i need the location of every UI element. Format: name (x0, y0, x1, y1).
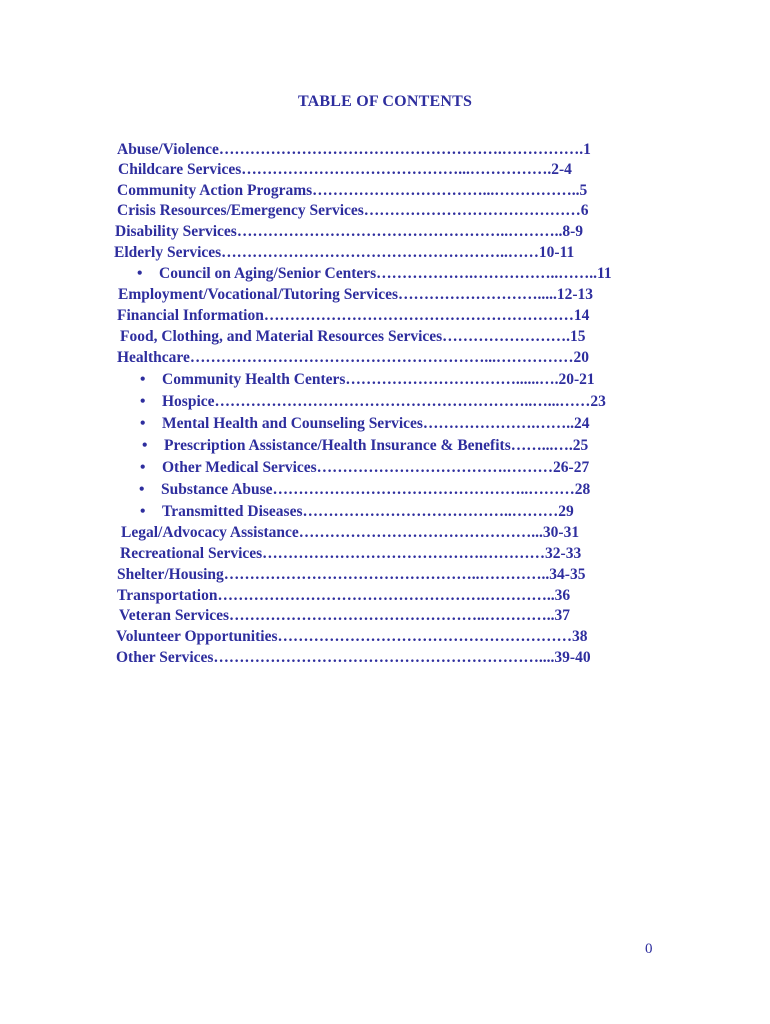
toc-entry-volunteer-opportunities: Volunteer Opportunities…………………………………………………38 (116, 628, 588, 645)
toc-entry-financial-information: Financial Information……………………………………………………14 (117, 307, 590, 324)
toc-entry-abuse-violence: Abuse/Violence……………………………………………….…………….1 (117, 141, 591, 158)
toc-entry-disability-services: Disability Services……………………………………………..………..8-9 (115, 223, 583, 240)
toc-entry-prescription-assistance: • Prescription Assistance/Health Insurance & Benefits……...….25 (142, 437, 589, 454)
toc-entry-transportation: Transportation…………………………………………….…………..36 (117, 587, 571, 604)
toc-entry-other-medical-services: • Other Medical Services……………………………….………26-27 (140, 459, 590, 476)
page-title: TABLE OF CONTENTS (297, 93, 473, 110)
toc-entry-council-on-aging: • Council on Aging/Senior Centers……………….……………..……..11 (137, 265, 612, 282)
bullet-icon: • (140, 503, 146, 520)
toc-entry-legal-advocacy: Legal/Advocacy Assistance………………………………………...30-31 (121, 524, 580, 541)
toc-entry-elderly-services: Elderly Services………………………………………………..……10-11 (114, 244, 575, 261)
toc-entry-transmitted-diseases: • Transmitted Diseases…………………………………..………29 (140, 503, 574, 520)
toc-entry-healthcare: Healthcare…………………………………………………...……………20 (117, 349, 590, 366)
toc-entry-food-clothing: Food, Clothing, and Material Resources Services…………………….15 (120, 328, 586, 345)
toc-entry-crisis-resources: Crisis Resources/Emergency Services……………………………………6 (117, 202, 589, 219)
toc-entry-hospice: • Hospice……………………………………………………..…...……23 (140, 393, 606, 410)
toc-entry-recreational-services: Recreational Services…………………………………….…………32-33 (120, 545, 582, 562)
toc-entry-shelter-housing: Shelter/Housing…………………………………………..…………..34-35 (117, 566, 586, 583)
toc-entry-childcare-services: Childcare Services……………………………………...…………….2-4 (118, 161, 572, 178)
toc-entry-veteran-services: Veteran Services…………………………………………..…………..37 (119, 607, 571, 624)
bullet-icon: • (140, 415, 146, 432)
toc-entry-mental-health: • Mental Health and Counseling Services………………….……..24 (140, 415, 590, 432)
bullet-icon: • (137, 265, 143, 282)
toc-entry-other-services: Other Services………………………………………………………....39-40 (116, 649, 591, 666)
bullet-icon: • (140, 393, 146, 410)
bullet-icon: • (140, 459, 146, 476)
page-number: 0 (645, 941, 653, 957)
toc-entry-substance-abuse: • Substance Abuse…………………………………………..………28 (139, 481, 591, 498)
toc-entry-community-health-centers: • Community Health Centers……………………………......….20-21 (140, 371, 595, 388)
toc-entry-community-action-programs: Community Action Programs……………………………...……………..5 (117, 182, 588, 199)
bullet-icon: • (142, 437, 148, 454)
bullet-icon: • (140, 371, 146, 388)
toc-entry-employment: Employment/Vocational/Tutoring Services……………………….....12-13 (118, 286, 594, 303)
bullet-icon: • (139, 481, 145, 498)
